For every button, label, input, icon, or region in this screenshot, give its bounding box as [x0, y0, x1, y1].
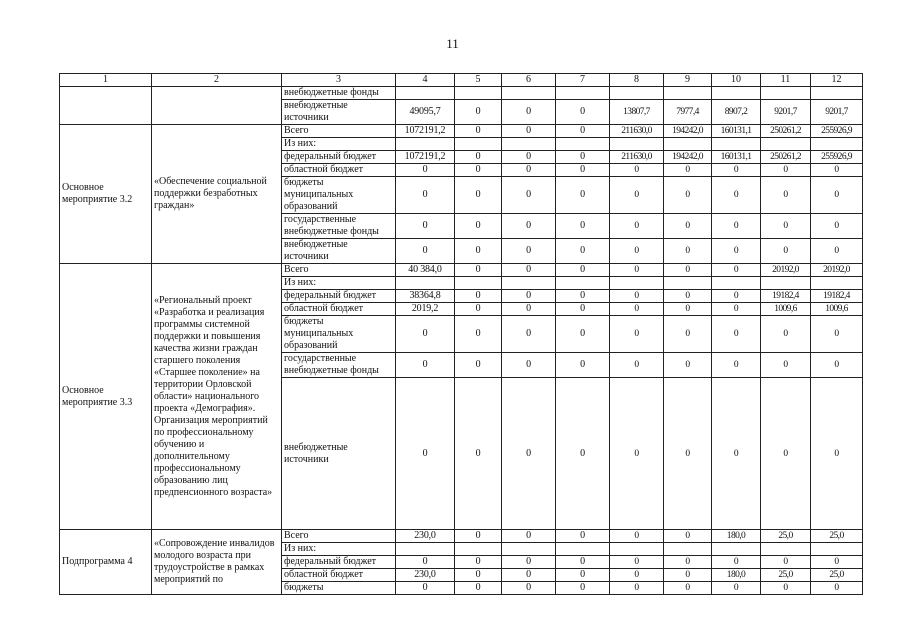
- value-cell: 0: [556, 530, 610, 543]
- value-cell: [610, 87, 664, 100]
- value-cell: 0: [455, 164, 502, 177]
- value-cell: 25,0: [761, 569, 811, 582]
- value-cell: 0: [556, 290, 610, 303]
- value-cell: [811, 138, 863, 151]
- value-cell: 0: [761, 316, 811, 353]
- value-cell: 0: [811, 164, 863, 177]
- value-cell: [396, 277, 455, 290]
- value-cell: 0: [610, 290, 664, 303]
- activity-cell: Основное мероприятие 3.3: [60, 264, 152, 530]
- value-cell: 0: [455, 556, 502, 569]
- value-cell: 0: [664, 177, 712, 214]
- value-cell: 0: [610, 214, 664, 239]
- budget-table: [59, 73, 863, 595]
- value-cell: 0: [811, 556, 863, 569]
- value-cell: 0: [502, 303, 556, 316]
- value-cell: 0: [610, 556, 664, 569]
- value-cell: [556, 277, 610, 290]
- funding-source-cell: государственные внебюджетные фонды: [282, 214, 396, 239]
- value-cell: 0: [664, 530, 712, 543]
- value-cell: 0: [502, 378, 556, 530]
- activity-cell: Подпрограмма 4: [60, 530, 152, 595]
- column-header: 3: [282, 74, 396, 87]
- table-row: [60, 87, 863, 100]
- value-cell: 0: [610, 530, 664, 543]
- column-header: 11: [761, 74, 811, 87]
- value-cell: 0: [610, 353, 664, 378]
- funding-source-cell: Всего: [282, 530, 396, 543]
- value-cell: 0: [712, 214, 761, 239]
- value-cell: 194242,0: [664, 125, 712, 138]
- value-cell: 0: [455, 316, 502, 353]
- value-cell: 0: [556, 556, 610, 569]
- value-cell: 49095,7: [396, 100, 455, 125]
- value-cell: 0: [455, 378, 502, 530]
- header-row: [60, 74, 863, 87]
- value-cell: 0: [761, 177, 811, 214]
- value-cell: 0: [610, 316, 664, 353]
- value-cell: 0: [811, 214, 863, 239]
- value-cell: 0: [664, 582, 712, 595]
- value-cell: [396, 87, 455, 100]
- value-cell: [712, 543, 761, 556]
- value-cell: [610, 543, 664, 556]
- value-cell: 0: [664, 569, 712, 582]
- column-header: 6: [502, 74, 556, 87]
- value-cell: 0: [455, 100, 502, 125]
- value-cell: 0: [556, 264, 610, 277]
- funding-source-cell: внебюджетные источники: [282, 100, 396, 125]
- column-header: 9: [664, 74, 712, 87]
- value-cell: [761, 543, 811, 556]
- value-cell: 0: [455, 582, 502, 595]
- value-cell: 255926,9: [811, 151, 863, 164]
- value-cell: [556, 87, 610, 100]
- value-cell: 0: [610, 164, 664, 177]
- value-cell: [664, 543, 712, 556]
- column-header: 5: [455, 74, 502, 87]
- value-cell: [455, 138, 502, 151]
- value-cell: 0: [610, 303, 664, 316]
- value-cell: 0: [455, 264, 502, 277]
- value-cell: [502, 277, 556, 290]
- value-cell: 25,0: [811, 530, 863, 543]
- value-cell: [664, 277, 712, 290]
- value-cell: [712, 87, 761, 100]
- value-cell: 0: [455, 290, 502, 303]
- value-cell: 7977,4: [664, 100, 712, 125]
- value-cell: 20192,0: [811, 264, 863, 277]
- value-cell: 0: [712, 164, 761, 177]
- column-header: 10: [712, 74, 761, 87]
- value-cell: 0: [712, 239, 761, 264]
- value-cell: [455, 543, 502, 556]
- value-cell: [761, 87, 811, 100]
- program-cell: «Сопровождение инвалидов молодого возраста при трудоустройстве в рамках мероприятий по: [152, 530, 282, 595]
- value-cell: 0: [556, 569, 610, 582]
- value-cell: 0: [556, 177, 610, 214]
- value-cell: 0: [556, 353, 610, 378]
- table-row: [60, 125, 863, 138]
- value-cell: 19182,4: [761, 290, 811, 303]
- value-cell: [455, 87, 502, 100]
- value-cell: 0: [455, 214, 502, 239]
- value-cell: 0: [556, 316, 610, 353]
- value-cell: 0: [556, 100, 610, 125]
- value-cell: 0: [761, 556, 811, 569]
- column-header: 12: [811, 74, 863, 87]
- value-cell: 0: [396, 353, 455, 378]
- value-cell: 0: [712, 353, 761, 378]
- funding-source-cell: Всего: [282, 264, 396, 277]
- value-cell: 0: [712, 264, 761, 277]
- value-cell: 250261,2: [761, 125, 811, 138]
- value-cell: 0: [502, 100, 556, 125]
- value-cell: [396, 543, 455, 556]
- value-cell: 0: [502, 151, 556, 164]
- value-cell: 0: [502, 569, 556, 582]
- value-cell: 0: [610, 569, 664, 582]
- value-cell: 0: [610, 378, 664, 530]
- value-cell: 0: [610, 582, 664, 595]
- value-cell: 0: [664, 239, 712, 264]
- value-cell: 0: [811, 177, 863, 214]
- value-cell: 0: [556, 378, 610, 530]
- value-cell: 25,0: [761, 530, 811, 543]
- value-cell: [556, 543, 610, 556]
- funding-source-cell: внебюджетные источники: [282, 378, 396, 530]
- value-cell: 0: [664, 214, 712, 239]
- value-cell: 160131,1: [712, 125, 761, 138]
- table-row: [60, 264, 863, 277]
- value-cell: [502, 87, 556, 100]
- value-cell: 0: [664, 264, 712, 277]
- funding-source-cell: областной бюджет: [282, 164, 396, 177]
- funding-source-cell: Всего: [282, 125, 396, 138]
- funding-source-cell: государственные внебюджетные фонды: [282, 353, 396, 378]
- value-cell: 1072191,2: [396, 151, 455, 164]
- value-cell: [396, 138, 455, 151]
- value-cell: [502, 543, 556, 556]
- funding-source-cell: бюджеты: [282, 582, 396, 595]
- value-cell: 0: [610, 239, 664, 264]
- value-cell: 0: [396, 239, 455, 264]
- value-cell: 0: [502, 264, 556, 277]
- value-cell: 40 384,0: [396, 264, 455, 277]
- value-cell: [811, 277, 863, 290]
- value-cell: 194242,0: [664, 151, 712, 164]
- value-cell: 0: [761, 164, 811, 177]
- funding-source-cell: Из них:: [282, 138, 396, 151]
- value-cell: 0: [664, 290, 712, 303]
- value-cell: [761, 138, 811, 151]
- value-cell: 211630,0: [610, 151, 664, 164]
- activity-cell: Основное мероприятие 3.2: [60, 125, 152, 264]
- value-cell: 0: [664, 378, 712, 530]
- value-cell: 0: [610, 177, 664, 214]
- value-cell: 0: [455, 530, 502, 543]
- value-cell: 0: [664, 164, 712, 177]
- value-cell: 0: [396, 582, 455, 595]
- value-cell: 20192,0: [761, 264, 811, 277]
- value-cell: 0: [811, 582, 863, 595]
- value-cell: [761, 277, 811, 290]
- value-cell: 0: [455, 303, 502, 316]
- value-cell: 0: [556, 303, 610, 316]
- value-cell: 160131,1: [712, 151, 761, 164]
- value-cell: 0: [712, 556, 761, 569]
- value-cell: 0: [761, 239, 811, 264]
- value-cell: 0: [664, 353, 712, 378]
- value-cell: 0: [502, 316, 556, 353]
- value-cell: 250261,2: [761, 151, 811, 164]
- value-cell: [502, 138, 556, 151]
- value-cell: 0: [502, 177, 556, 214]
- value-cell: [610, 277, 664, 290]
- program-cell: «Обеспечение социальной поддержки безработных граждан»: [152, 125, 282, 264]
- program-cell: «Региональный проект «Разработка и реализация программы системной поддержки и повышения качества жизни граждан старшего поколения «Старшее поколение» на территории Орловской области» национального проекта «Демография». Организация мероприятий по профессиональному обучению и дополнительному профессиональному образованию лиц предпенсионного возраста»: [152, 264, 282, 530]
- value-cell: [610, 138, 664, 151]
- value-cell: 0: [811, 239, 863, 264]
- value-cell: 0: [712, 177, 761, 214]
- value-cell: 230,0: [396, 530, 455, 543]
- value-cell: 0: [455, 125, 502, 138]
- funding-source-cell: федеральный бюджет: [282, 151, 396, 164]
- value-cell: 0: [502, 353, 556, 378]
- value-cell: 0: [455, 177, 502, 214]
- value-cell: 0: [502, 530, 556, 543]
- value-cell: 0: [502, 214, 556, 239]
- value-cell: 0: [455, 569, 502, 582]
- value-cell: 180,0: [712, 530, 761, 543]
- value-cell: 0: [811, 353, 863, 378]
- value-cell: [664, 87, 712, 100]
- value-cell: 0: [455, 239, 502, 264]
- value-cell: 2019,2: [396, 303, 455, 316]
- value-cell: 0: [502, 582, 556, 595]
- value-cell: 9201,7: [761, 100, 811, 125]
- activity-cell: [60, 87, 152, 125]
- value-cell: 0: [811, 378, 863, 530]
- column-header: 8: [610, 74, 664, 87]
- value-cell: 0: [556, 164, 610, 177]
- column-header: 4: [396, 74, 455, 87]
- value-cell: 0: [502, 556, 556, 569]
- value-cell: 38364,8: [396, 290, 455, 303]
- value-cell: 0: [502, 125, 556, 138]
- value-cell: 1009,6: [761, 303, 811, 316]
- value-cell: 13807,7: [610, 100, 664, 125]
- value-cell: 1072191,2: [396, 125, 455, 138]
- value-cell: 0: [712, 303, 761, 316]
- value-cell: 0: [811, 316, 863, 353]
- table-body: [60, 87, 863, 595]
- funding-source-cell: бюджеты муниципальных образований: [282, 177, 396, 214]
- value-cell: [811, 87, 863, 100]
- value-cell: [556, 138, 610, 151]
- value-cell: 0: [664, 303, 712, 316]
- funding-source-cell: внебюджетные фонды: [282, 87, 396, 100]
- funding-source-cell: областной бюджет: [282, 569, 396, 582]
- value-cell: 19182,4: [811, 290, 863, 303]
- value-cell: 0: [712, 290, 761, 303]
- table-row: [60, 530, 863, 543]
- funding-source-cell: внебюджетные источники: [282, 239, 396, 264]
- value-cell: 0: [455, 151, 502, 164]
- value-cell: [811, 543, 863, 556]
- value-cell: 0: [502, 239, 556, 264]
- value-cell: [712, 138, 761, 151]
- value-cell: 0: [396, 378, 455, 530]
- value-cell: 0: [712, 316, 761, 353]
- value-cell: 0: [610, 264, 664, 277]
- value-cell: 211630,0: [610, 125, 664, 138]
- value-cell: 0: [556, 151, 610, 164]
- value-cell: 0: [664, 556, 712, 569]
- value-cell: 0: [396, 556, 455, 569]
- column-header: 7: [556, 74, 610, 87]
- value-cell: [712, 277, 761, 290]
- value-cell: 0: [556, 582, 610, 595]
- value-cell: 255926,9: [811, 125, 863, 138]
- value-cell: 0: [664, 316, 712, 353]
- value-cell: 0: [396, 214, 455, 239]
- value-cell: 0: [502, 290, 556, 303]
- value-cell: [664, 138, 712, 151]
- funding-source-cell: бюджеты муниципальных образований: [282, 316, 396, 353]
- value-cell: 0: [761, 582, 811, 595]
- value-cell: 230,0: [396, 569, 455, 582]
- funding-source-cell: областной бюджет: [282, 303, 396, 316]
- value-cell: [455, 277, 502, 290]
- value-cell: 9201,7: [811, 100, 863, 125]
- value-cell: 180,0: [712, 569, 761, 582]
- value-cell: 0: [502, 164, 556, 177]
- funding-source-cell: Из них:: [282, 277, 396, 290]
- funding-source-cell: федеральный бюджет: [282, 556, 396, 569]
- value-cell: 0: [556, 239, 610, 264]
- value-cell: 0: [712, 378, 761, 530]
- value-cell: 0: [455, 353, 502, 378]
- value-cell: 1009,6: [811, 303, 863, 316]
- value-cell: 0: [556, 125, 610, 138]
- value-cell: 0: [761, 353, 811, 378]
- value-cell: 8907,2: [712, 100, 761, 125]
- value-cell: 0: [712, 582, 761, 595]
- value-cell: 0: [556, 214, 610, 239]
- value-cell: 0: [761, 378, 811, 530]
- value-cell: 0: [761, 214, 811, 239]
- funding-source-cell: федеральный бюджет: [282, 290, 396, 303]
- funding-source-cell: Из них:: [282, 543, 396, 556]
- column-header: 2: [152, 74, 282, 87]
- column-header: 1: [60, 74, 152, 87]
- page-number: 11: [446, 36, 459, 51]
- value-cell: 0: [396, 316, 455, 353]
- value-cell: 25,0: [811, 569, 863, 582]
- program-cell: [152, 87, 282, 125]
- value-cell: 0: [396, 164, 455, 177]
- value-cell: 0: [396, 177, 455, 214]
